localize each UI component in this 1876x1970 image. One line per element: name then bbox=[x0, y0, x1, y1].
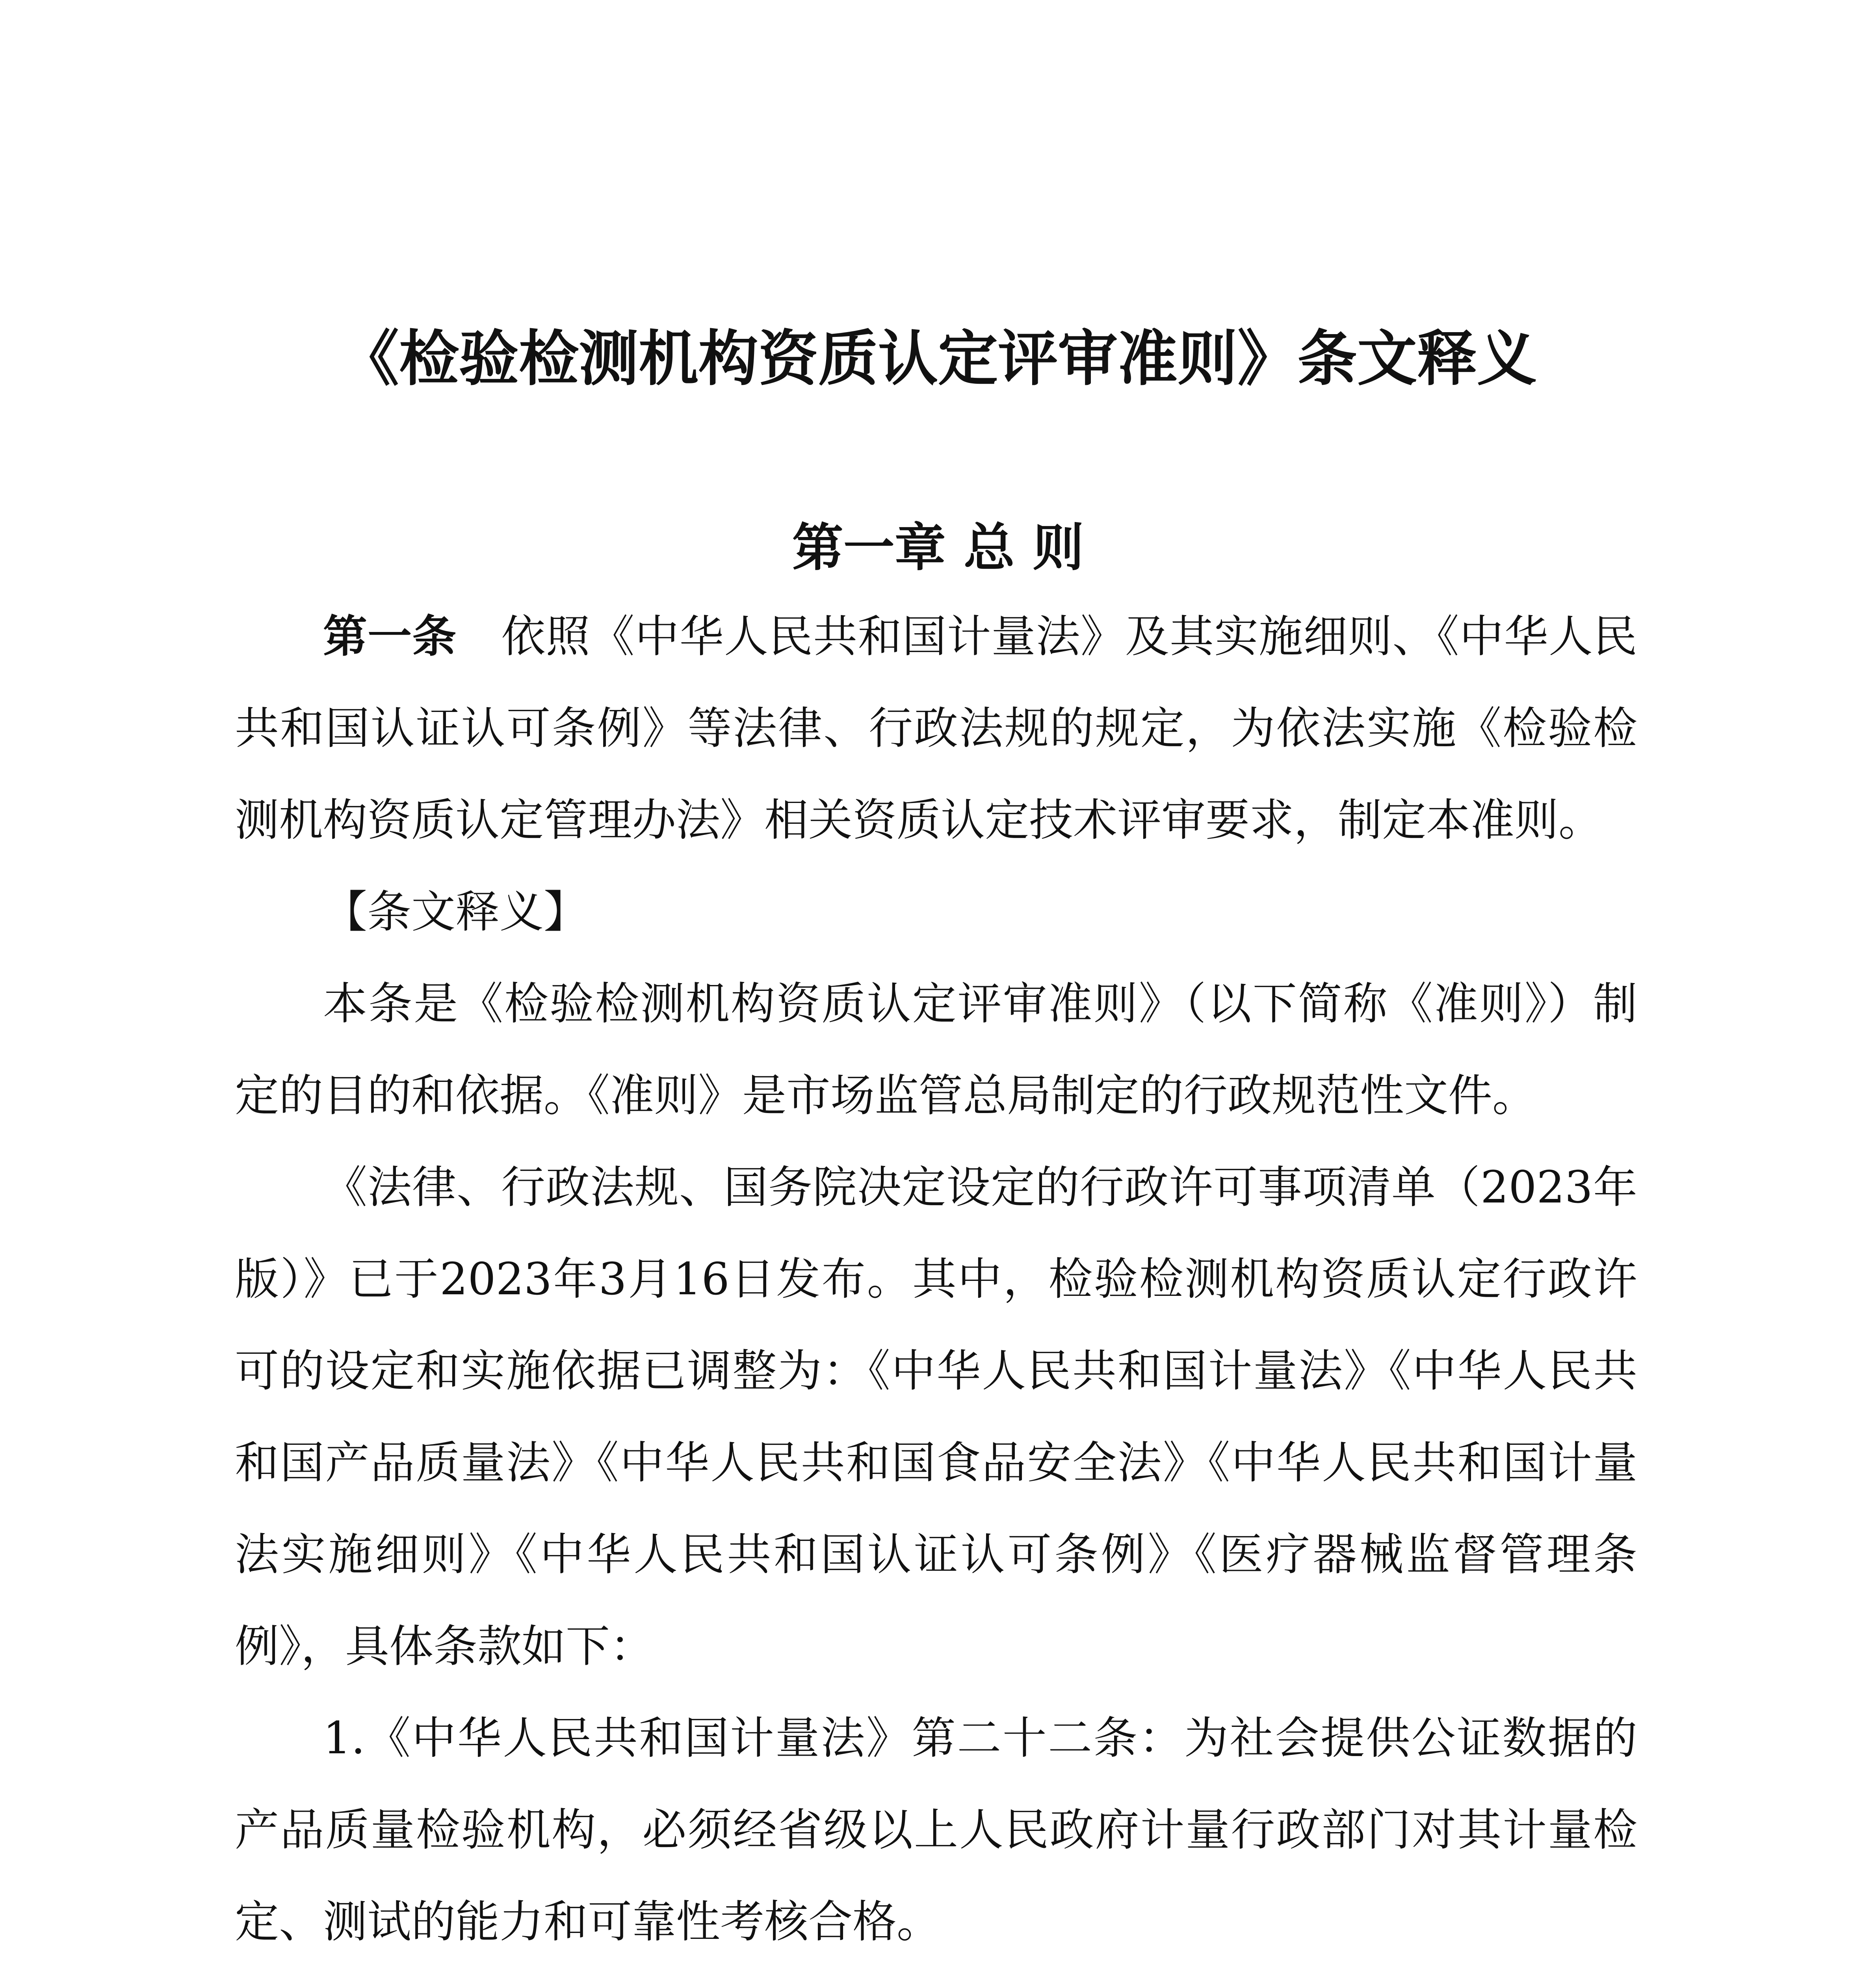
paragraph-product-quality-law bbox=[235, 1968, 1637, 1970]
interpretation-heading: 【条文释义】 bbox=[323, 886, 588, 938]
document-body bbox=[235, 591, 1637, 1970]
paragraph-purpose: 本条是《检验检测机构资质认定评审准则》（以下简称《准则》）制定的目的和依据。《准则》是市场监管总局制定的行政规范性文件。 bbox=[235, 978, 1637, 1121]
article-1-text: 依照《中华人民共和国计量法》及其实施细则、《中华人民共和国认证认可条例》等法律、行政法规的规定，为依法实施《检验检测机构资质认定管理办法》相关资质认定技术评审要求，制定本准则。 bbox=[235, 611, 1638, 846]
article-1-label: 第一条 bbox=[323, 611, 457, 662]
paragraph-legal-basis: 《法律、行政法规、国务院决定设定的行政许可事项清单（2023年版）》已于2023年3月16日发布。其中，检验检测机构资质认定行政许可的设定和实施依据已调整为：《中华人民共和国计量法》《中华人民共和国产品质量法》《中华人民共和国食品安全法》《中华人民共和国计量法实施细则》《中华人民共和国认证认可条例》《医疗器械监督管理条例》，具体条款如下： bbox=[235, 1162, 1637, 1672]
document-title: 《检验检测机构资质认定评审准则》条文释义 bbox=[339, 323, 1537, 394]
article-1 bbox=[235, 591, 1637, 866]
paragraph-metrology-law: 1.《中华人民共和国计量法》第二十二条：为社会提供公证数据的产品质量检验机构，必须经省级以上人民政府计量行政部门对其计量检定、测试的能力和可靠性考核合格。 bbox=[235, 1713, 1637, 1948]
chapter-title: 第一章 总 则 bbox=[792, 518, 1084, 578]
